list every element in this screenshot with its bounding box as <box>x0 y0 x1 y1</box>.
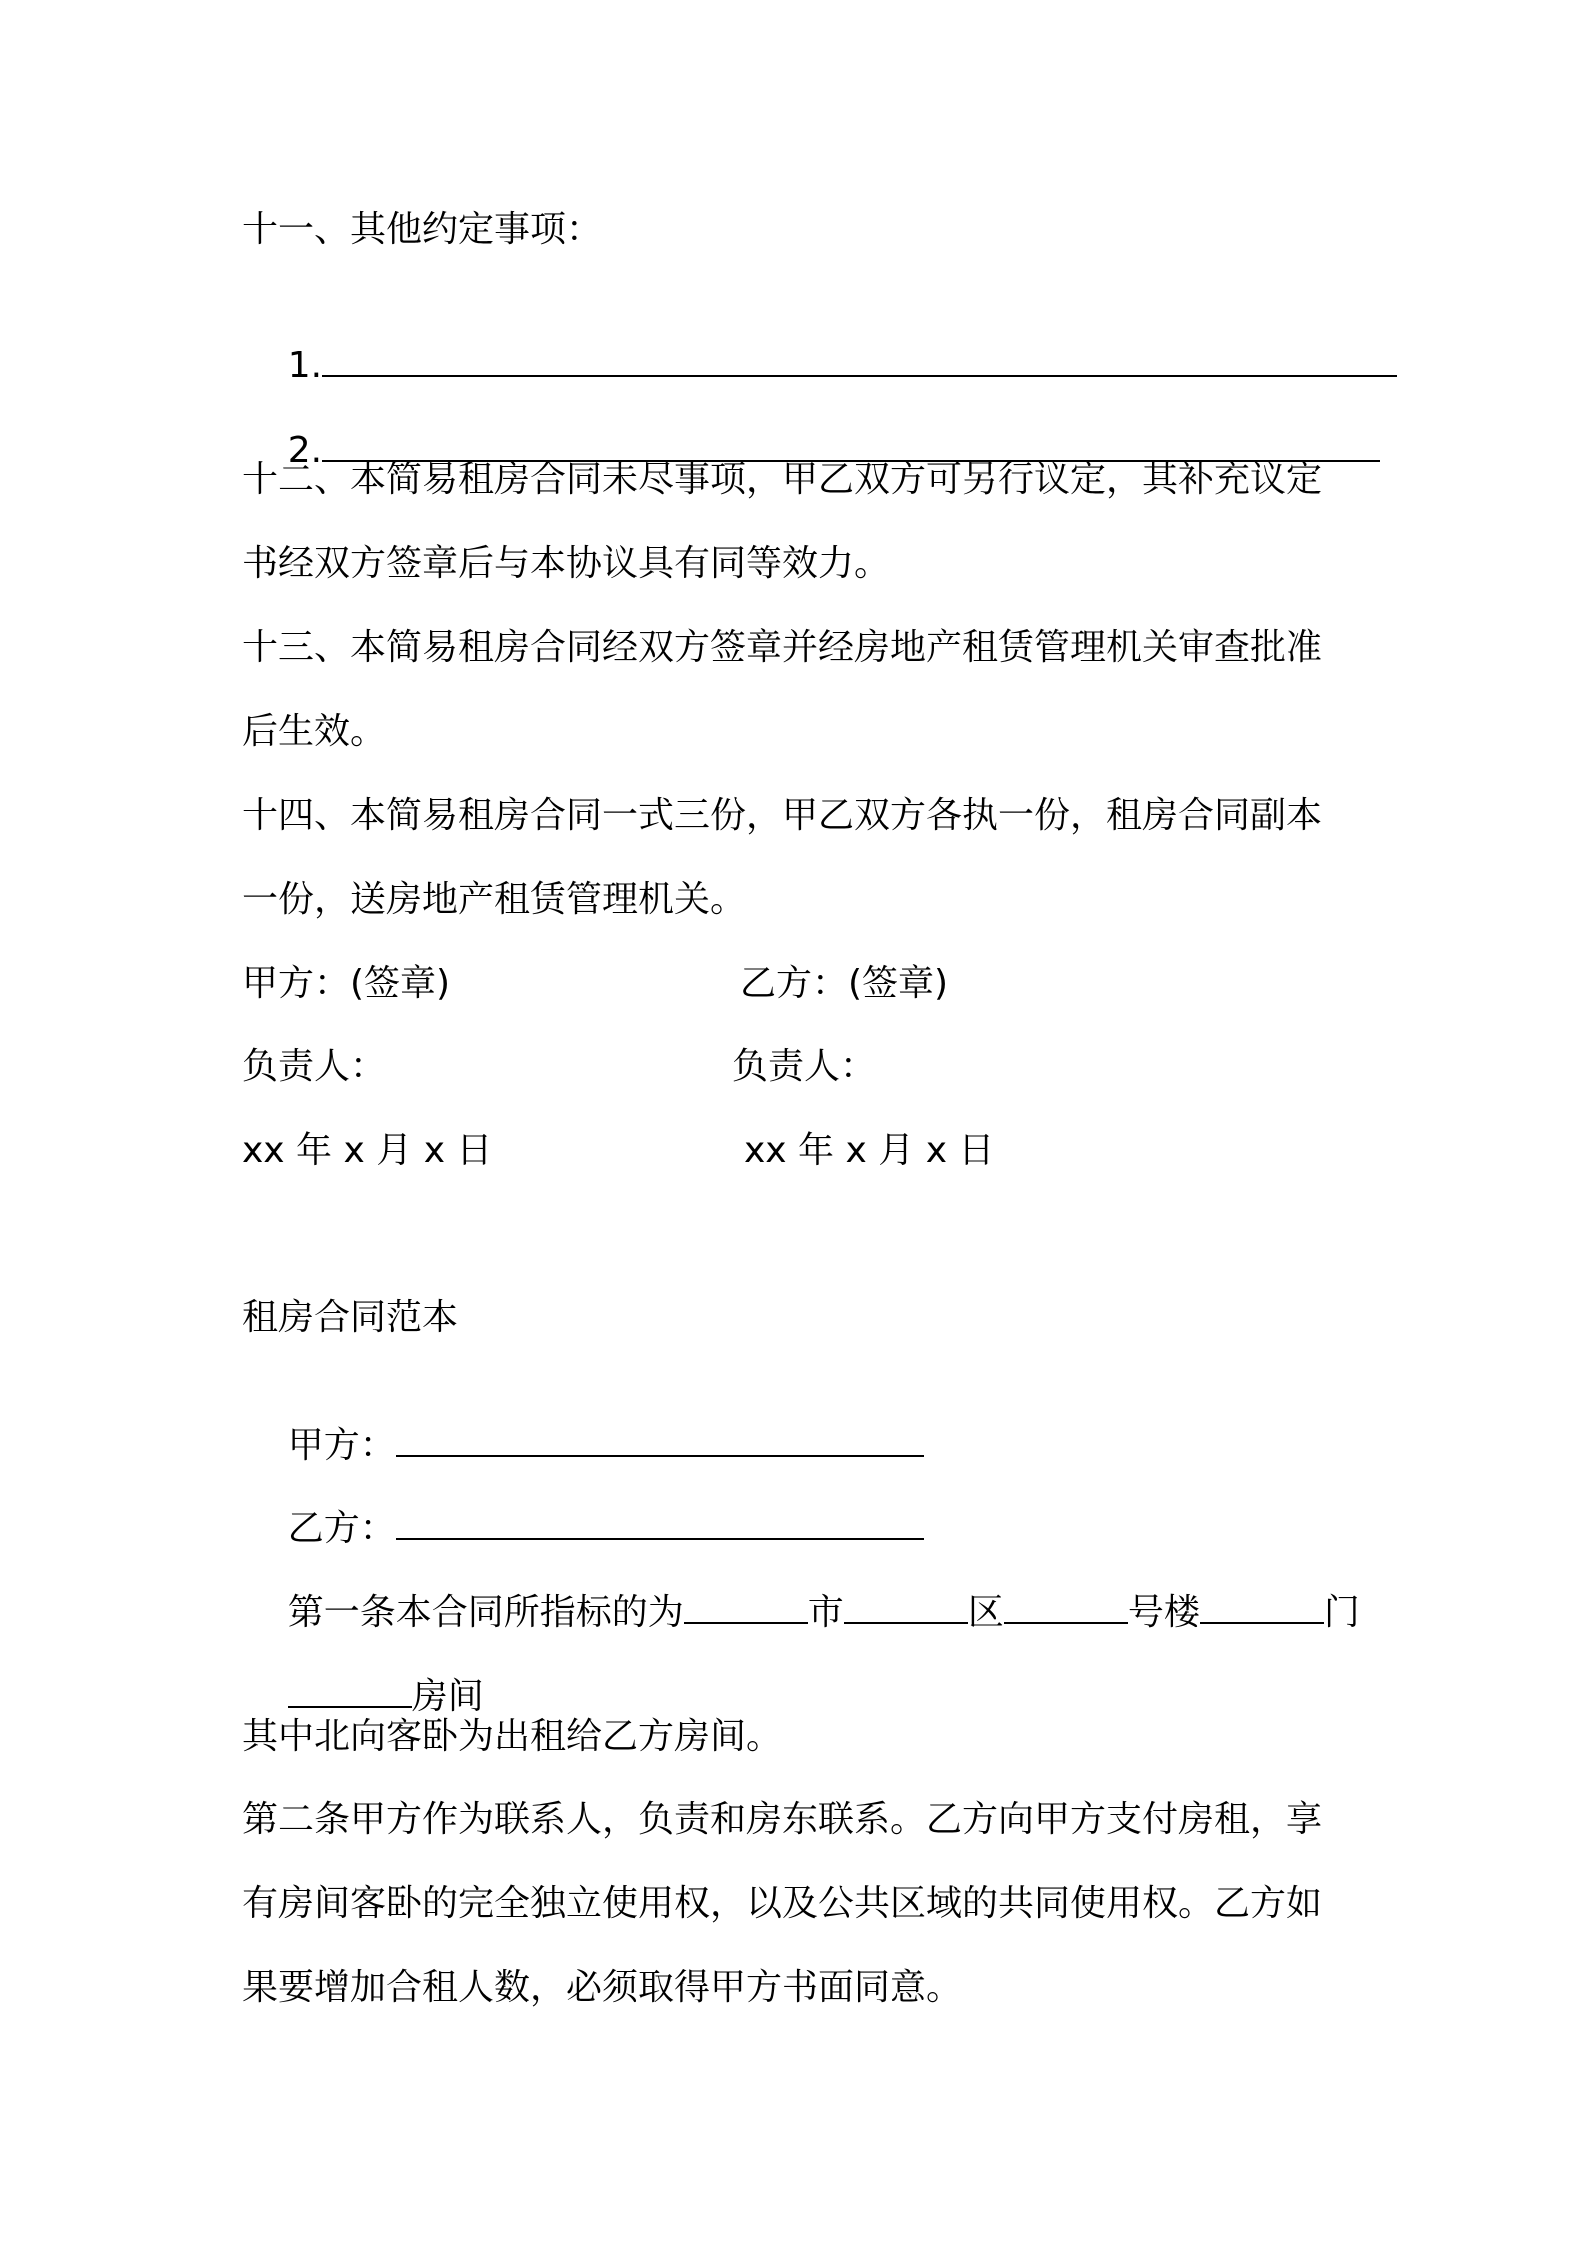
article1-door: 门 <box>1323 1592 1360 1633</box>
party-a-date: xx 年 x 月 x 日 <box>242 1130 493 1171</box>
section14-line1: 十四、本简易租房合同一式三份，甲乙双方各执一份，租房合同副本 <box>242 795 1323 836</box>
party-a-person: 负责人： <box>242 1046 387 1087</box>
section14-line2: 一份，送房地产租赁管理机关。 <box>242 879 747 920</box>
section13-line1: 十三、本简易租房合同经双方签章并经房地产租赁管理机关审查批准 <box>242 627 1323 668</box>
party-b-person: 负责人： <box>732 1046 877 1087</box>
section13-line2: 后生效。 <box>242 711 387 752</box>
article1-city: 市 <box>807 1592 844 1633</box>
item1-number: 1. <box>287 345 323 386</box>
article1-district: 区 <box>967 1592 1004 1633</box>
section12-line2: 书经双方签章后与本协议具有同等效力。 <box>242 543 891 584</box>
room-blank <box>288 1676 412 1708</box>
article2-line1: 第二条甲方作为联系人，负责和房东联系。乙方向甲方支付房租，享 <box>242 1799 1323 1840</box>
article1-building: 号楼 <box>1127 1592 1200 1633</box>
party-a-label: 甲方： <box>287 1425 396 1466</box>
party-a-blank <box>396 1425 924 1457</box>
party-b-label: 乙方： <box>287 1508 396 1549</box>
party-a-sign: 甲方：(签章) <box>242 963 451 1004</box>
door-blank <box>1200 1592 1324 1624</box>
template-title: 租房合同范本 <box>242 1297 459 1338</box>
section11-heading: 十一、其他约定事项： <box>242 209 603 250</box>
article1-room: 房间 <box>411 1676 484 1717</box>
article2-line2: 有房间客卧的完全独立使用权，以及公共区域的共同使用权。乙方如 <box>242 1883 1323 1924</box>
district-blank <box>844 1592 968 1624</box>
section12-line1: 十二、本简易租房合同未尽事项，甲乙双方可另行议定，其补充议定 <box>242 459 1323 500</box>
party-b-blank <box>396 1508 924 1540</box>
north-room-line: 其中北向客卧为出租给乙方房间。 <box>242 1716 783 1757</box>
party-b-date: xx 年 x 月 x 日 <box>744 1130 995 1171</box>
city-blank <box>684 1592 808 1624</box>
party-b-sign: 乙方：(签章) <box>740 963 949 1004</box>
article2-line3: 果要增加合租人数，必须取得甲方书面同意。 <box>242 1967 963 2008</box>
item1-blank <box>322 345 1397 377</box>
item2-number: 2. <box>287 430 323 471</box>
article1-prefix: 第一条本合同所指标的为 <box>287 1592 684 1633</box>
building-blank <box>1004 1592 1128 1624</box>
